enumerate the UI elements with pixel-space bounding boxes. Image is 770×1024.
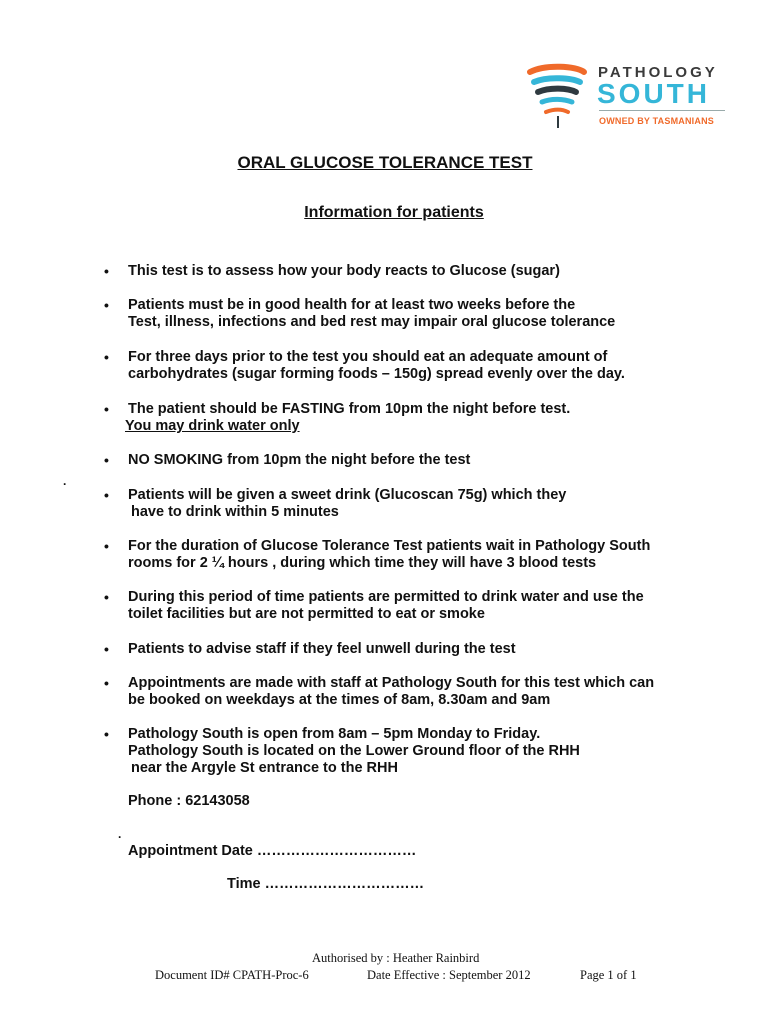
bullet-item: This test is to assess how your body reacts to Glucose (sugar): [128, 263, 560, 279]
bullet-icon: [104, 490, 112, 498]
pathology-south-logo: [526, 62, 736, 134]
document-subtitle: Information for patients: [304, 204, 484, 221]
stray-dot-mark: .: [63, 474, 67, 488]
bullet-item: Pathology South is open from 8am – 5pm Monday to Friday. Pathology South is located on the Lower Ground floor of the RHH near the Argyle St entrance to the RHH: [128, 726, 580, 776]
bullet-item: During this period of time patients are permitted to drink water and use the toilet facilities but are not permitted to eat or smoke: [128, 589, 644, 622]
bullet-icon: [104, 541, 112, 549]
logo-divider: [599, 110, 725, 111]
bullet-icon: [104, 592, 112, 600]
document-title: ORAL GLUCOSE TOLERANCE TEST: [237, 153, 533, 172]
logo-line-pathology: PATHOLOGY: [598, 64, 718, 81]
bullet-item: For three days prior to the test you should eat an adequate amount of carbohydrates (sugar forming foods – 150g) spread evenly over the day.: [128, 349, 625, 382]
stray-dot-mark: .: [118, 827, 122, 841]
footer-authorised: Authorised by : Heather Rainbird: [312, 951, 480, 965]
bullet-icon: [104, 300, 112, 308]
bullet-item: NO SMOKING from 10pm the night before the test: [128, 452, 471, 468]
bullet-item: Appointments are made with staff at Pathology South for this test which can be booked on weekdays at the times of 8am, 8.30am and 9am: [128, 675, 655, 708]
bullet-icon: [104, 404, 112, 412]
bullet-item: For the duration of Glucose Tolerance Test patients wait in Pathology South rooms for 2 ¼ hours , during which time they will have 3 blood tests: [128, 538, 651, 571]
bullet-icon: [104, 352, 112, 360]
bullet-item: The patient should be FASTING from 10pm the night before test. You may drink water only: [125, 401, 571, 434]
appointment-date-field: Appointment Date ……………………………: [128, 843, 417, 859]
footer-date-effective: Date Effective : September 2012: [367, 968, 531, 982]
bullet-item: Patients will be given a sweet drink (Glucoscan 75g) which they have to drink within 5 minutes: [128, 487, 567, 520]
phone-number: Phone : 62143058: [128, 793, 250, 809]
logo-swirl-icon: [526, 62, 590, 134]
bullet-icon: [104, 455, 112, 463]
appointment-time-field: Time ……………………………: [227, 876, 425, 892]
footer-document-id: Document ID# CPATH-Proc-6: [155, 968, 309, 982]
bullet-item: Patients to advise staff if they feel unwell during the test: [128, 641, 516, 657]
footer-page-number: Page 1 of 1: [580, 968, 637, 982]
bullet-item: Patients must be in good health for at least two weeks before the Test, illness, infections and bed rest may impair oral glucose tolerance: [128, 297, 616, 330]
logo-tagline: OWNED BY TASMANIANS: [599, 116, 714, 126]
bullet-icon: [104, 678, 112, 686]
logo-line-south: SOUTH: [597, 78, 710, 109]
bullet-icon: [104, 266, 112, 274]
bullet-icon: [104, 644, 112, 652]
bullet-icon: [104, 729, 112, 737]
